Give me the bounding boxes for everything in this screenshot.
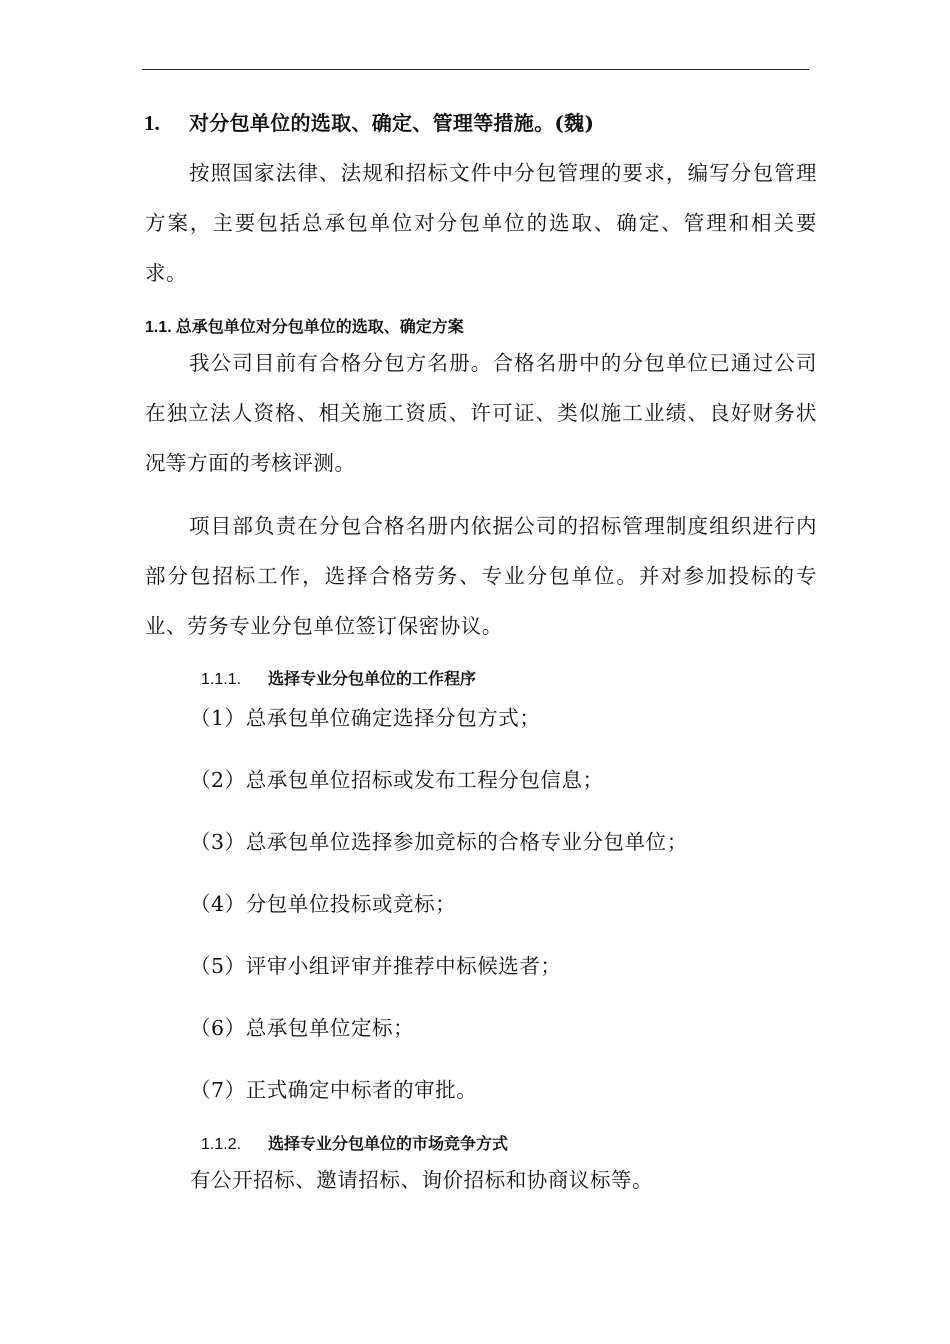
section-1-1-title: 总承包单位对分包单位的选取、确定方案 [175,317,464,336]
step-item-6: （6）总承包单位定标； [190,1016,415,1040]
section-1-1-1-number: 1.1.1. [201,671,242,688]
section-1-1-2-heading [201,1130,508,1159]
intro-paragraph: 按照国家法律、法规和招标文件中分包管理的要求，编写分包管理方案，主要包括总承包单位对分包单位的选取、确定、管理和相关要求。 [145,161,817,285]
section-1-1-2-text: 有公开招标、邀请招标、询价招标和协商议标等。 [190,1168,654,1192]
section-1-1-number: 1.1. [145,319,172,336]
section-1-1-2-number: 1.1.2. [201,1136,242,1153]
section-1-1-2-title: 选择专业分包单位的市场竞争方式 [268,1134,509,1153]
step-item-1: （1）总承包单位确定选择分包方式； [190,706,541,730]
step-item-4: （4）分包单位投标或竞标； [190,892,457,916]
header-rule [142,69,809,70]
step-item-7: （7）正式确定中标者的审批。 [190,1078,478,1102]
step-item-3: （3）总承包单位选择参加竞标的合格专业分包单位； [190,830,688,854]
step-item-5: （5）评审小组评审并推荐中标候选者； [190,954,562,978]
section-1-1-1-title: 选择专业分包单位的工作程序 [268,669,477,688]
section-1-1-paragraph-1: 我公司目前有合格分包方名册。合格名册中的分包单位已通过公司在独立法人资格、相关施工资质、许可证、类似施工业绩、良好财务状况等方面的考核评测。 [145,351,817,475]
heading-1-title: 对分包单位的选取、确定、管理等措施。(魏) [189,111,595,135]
heading-1-number: 1. [144,111,160,135]
step-item-2: （2）总承包单位招标或发布工程分包信息； [190,768,604,792]
section-1-1-paragraph-2: 项目部负责在分包合格名册内依据公司的招标管理制度组织进行内部分包招标工作，选择合格劳务、专业分包单位。并对参加投标的专业、劳务专业分包单位签订保密协议。 [145,514,817,638]
section-1-1-1-heading [201,665,476,694]
